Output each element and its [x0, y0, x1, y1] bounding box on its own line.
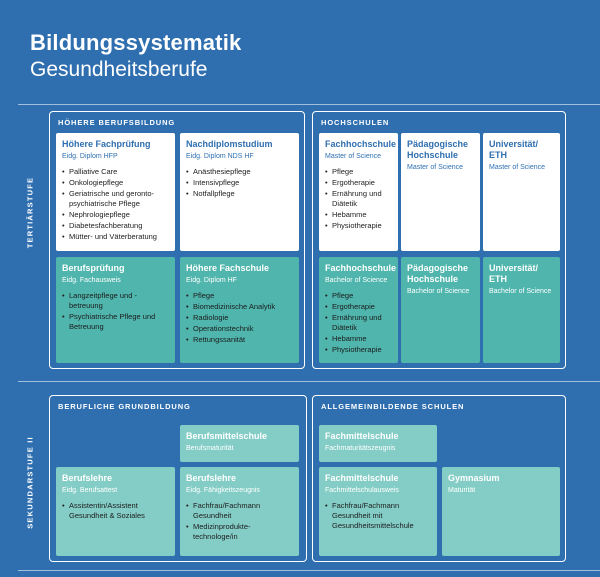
box-subtitle: Master of Science: [407, 164, 464, 171]
page-subtitle: Gesundheitsberufe: [30, 58, 208, 81]
level-divider-bottom: [18, 570, 600, 571]
item-list: [186, 167, 293, 199]
list-item: • Mütter- und Väterberatung: [62, 232, 169, 242]
list-item: • Hebamme: [325, 210, 392, 220]
box-title: Berufslehre: [186, 473, 237, 483]
box-title: Fachhochschule: [325, 263, 397, 273]
box-title: Berufslehre: [62, 473, 113, 483]
box-subtitle: Bachelor of Science: [407, 288, 470, 295]
list-item: • Ergotherapie: [325, 302, 392, 312]
box-fachmittelschule-fmz: [319, 425, 437, 462]
box-gymnasium: [442, 467, 560, 556]
box-subtitle: Berufsmaturität: [186, 445, 234, 452]
box-title: Pädagogische Hochschule: [407, 263, 469, 284]
list-item: • Fachfrau/Fachmann Gesundheit mit Gesundheitsmittelschule: [325, 501, 431, 531]
list-item: • Geriatrische und geronto-psychiatrische Pflege: [62, 189, 169, 209]
page-title: Bildungssystematik: [30, 30, 242, 55]
list-item: • Anästhesiepflege: [186, 167, 293, 177]
list-item: • Onkologiepflege: [62, 178, 169, 188]
box-subtitle: Maturität: [448, 487, 476, 494]
box-title: Berufsprüfung: [62, 263, 125, 273]
box-hoehere-fachpruefung: [56, 133, 175, 251]
box-subtitle: Fachmittelschulausweis: [325, 487, 399, 494]
box-subtitle: Eidg. Fachausweis: [62, 277, 121, 284]
box-subtitle: Eidg. Diplom HFP: [62, 153, 118, 160]
list-item: • Notfallpflege: [186, 189, 293, 199]
list-item: • Palliative Care: [62, 167, 169, 177]
list-item: • Operationstechnik: [186, 324, 293, 334]
box-subtitle: Master of Science: [325, 153, 382, 160]
list-item: • Pflege: [325, 167, 392, 177]
list-item: • Pflege: [325, 291, 392, 301]
box-paedagogische-hochschule-master: [401, 133, 480, 251]
box-subtitle: Eidg. Diplom NDS HF: [186, 153, 254, 160]
box-title: Fachhochschule: [325, 139, 397, 149]
box-title: Gymnasium: [448, 473, 500, 483]
list-item: • Medizinprodukte-technologe/in: [186, 522, 293, 542]
box-title: Universität/ ETH: [489, 139, 539, 160]
list-item: • Ernährung und Diätetik: [325, 189, 392, 209]
item-list: [186, 501, 293, 542]
box-subtitle: Master of Science: [489, 164, 546, 171]
box-title: Höhere Fachschule: [186, 263, 270, 273]
list-item: • Langzeitpflege und -betreuung: [62, 291, 169, 311]
box-title: Höhere Fachprüfung: [62, 139, 151, 149]
box-subtitle: Eidg. Berufsattest: [62, 487, 118, 494]
list-item: • Assistentin/Assistent Gesundheit & Soziales: [62, 501, 169, 521]
box-fachhochschule-master: [319, 133, 398, 251]
box-fachhochschule-bachelor: [319, 257, 398, 363]
box-title: Nachdiplomstudium: [186, 139, 273, 149]
box-universitaet-bachelor: [483, 257, 560, 363]
list-item: • Physiotherapie: [325, 345, 392, 355]
list-item: • Fachfrau/Fachmann Gesundheit: [186, 501, 293, 521]
box-title: Universität/ ETH: [489, 263, 539, 284]
box-berufslehre-eba: [56, 467, 175, 556]
level-label-tertiary: TERTIÄRSTUFE: [25, 176, 35, 249]
list-item: • Psychiatrische Pflege und Betreuung: [62, 312, 169, 332]
level-label-secondary: SEKUNDARSTUFE II: [25, 436, 35, 529]
box-title: Fachmittelschule: [325, 473, 399, 483]
box-subtitle: Eidg. Fähigkeitszeugnis: [186, 487, 260, 494]
level-divider-top: [18, 104, 600, 105]
item-list: [62, 501, 169, 521]
box-subtitle: Fachmaturitätszeugnis: [325, 445, 396, 452]
group-title: HÖHERE BERUFSBILDUNG: [58, 118, 176, 127]
item-list: [325, 291, 392, 355]
item-list: [62, 167, 169, 242]
list-item: • Radiologie: [186, 313, 293, 323]
item-list: [62, 291, 169, 332]
box-subtitle: Eidg. Diplom HF: [186, 277, 237, 284]
item-list: [325, 167, 392, 231]
group-title: BERUFLICHE GRUNDBILDUNG: [58, 402, 191, 411]
box-fachmittelschule-ausweis: [319, 467, 437, 556]
list-item: • Ergotherapie: [325, 178, 392, 188]
list-item: • Physiotherapie: [325, 221, 392, 231]
list-item: • Biomedizinische Analytik: [186, 302, 293, 312]
box-title: Pädagogische Hochschule: [407, 139, 469, 160]
list-item: • Ernährung und Diätetik: [325, 313, 392, 333]
item-list: [325, 501, 431, 531]
group-title: HOCHSCHULEN: [321, 118, 390, 127]
box-hoehere-fachschule: [180, 257, 299, 363]
list-item: • Diabetesfachberatung: [62, 221, 169, 231]
box-subtitle: Bachelor of Science: [489, 288, 552, 295]
item-list: [186, 291, 293, 345]
box-subtitle: Bachelor of Science: [325, 277, 388, 284]
box-title: Fachmittelschule: [325, 431, 399, 441]
box-berufspruefung: [56, 257, 175, 363]
level-divider-middle: [18, 381, 600, 382]
box-berufsmittelschule: [180, 425, 299, 462]
list-item: • Pflege: [186, 291, 293, 301]
group-title: ALLGEMEINBILDENDE SCHULEN: [321, 402, 465, 411]
list-item: • Intensivpflege: [186, 178, 293, 188]
box-universitaet-master: [483, 133, 560, 251]
box-paedagogische-hochschule-bachelor: [401, 257, 480, 363]
box-title: Berufsmittelschule: [186, 431, 268, 441]
box-nachdiplomstudium: [180, 133, 299, 251]
list-item: • Nephrologiepflege: [62, 210, 169, 220]
list-item: • Rettungssanität: [186, 335, 293, 345]
list-item: • Hebamme: [325, 334, 392, 344]
box-berufslehre-efz: [180, 467, 299, 556]
